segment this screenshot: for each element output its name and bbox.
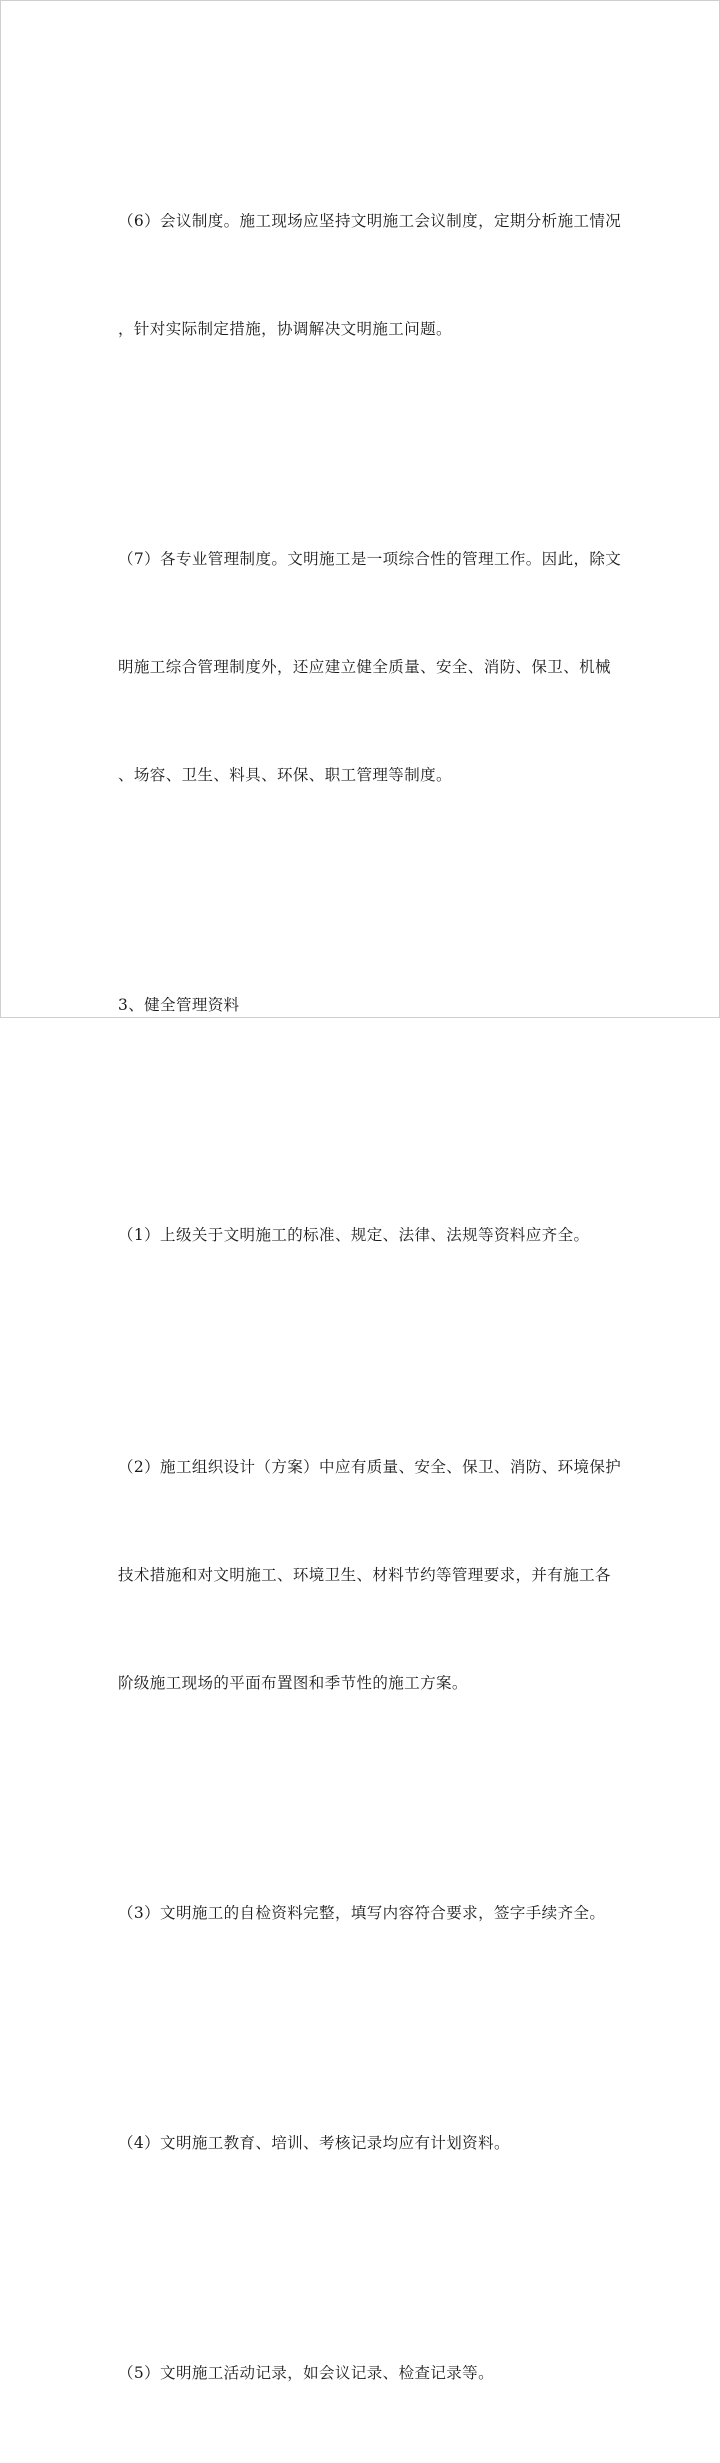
paragraph-standards-records [118, 1145, 608, 1325]
section-heading-management-records [118, 915, 608, 1095]
text-line: 阶级施工现场的平面布置图和季节性的施工方案。 [118, 1674, 468, 1692]
section-heading: 3、健全管理资料 [118, 996, 240, 1014]
text-line: （4）文明施工教育、培训、考核记录均应有计划资料。 [118, 2134, 510, 2152]
paragraph-activity-records [118, 2283, 608, 2463]
text-line: （2）施工组织设计（方案）中应有质量、安全、保卫、消防、环境保护 [118, 1458, 622, 1476]
document-body [118, 131, 622, 2463]
text-line: （7）各专业管理制度。文明施工是一项综合性的管理工作。因此，除文 [118, 550, 622, 568]
text-line: （5）文明施工活动记录，如会议记录、检查记录等。 [118, 2364, 494, 2382]
paragraph-professional-management [118, 469, 622, 865]
text-line: 、场容、卫生、料具、环保、职工管理等制度。 [118, 766, 452, 784]
paragraph-education-training [118, 2053, 608, 2233]
text-line: 技术措施和对文明施工、环境卫生、材料节约等管理要求，并有施工各 [118, 1566, 611, 1584]
text-line: 明施工综合管理制度外，还应建立健全质量、安全、消防、保卫、机械 [118, 658, 611, 676]
text-line: ，针对实际制定措施，协调解决文明施工问题。 [118, 320, 452, 338]
text-line: （6）会议制度。施工现场应坚持文明施工会议制度，定期分析施工情况 [118, 212, 622, 230]
paragraph-self-inspection [118, 1823, 608, 2003]
text-line: （3）文明施工的自检资料完整，填写内容符合要求，签字手续齐全。 [118, 1904, 606, 1922]
text-line: （1）上级关于文明施工的标准、规定、法律、法规等资料应齐全。 [118, 1226, 590, 1244]
paragraph-construction-design [118, 1377, 622, 1773]
paragraph-meeting-system [118, 131, 622, 419]
